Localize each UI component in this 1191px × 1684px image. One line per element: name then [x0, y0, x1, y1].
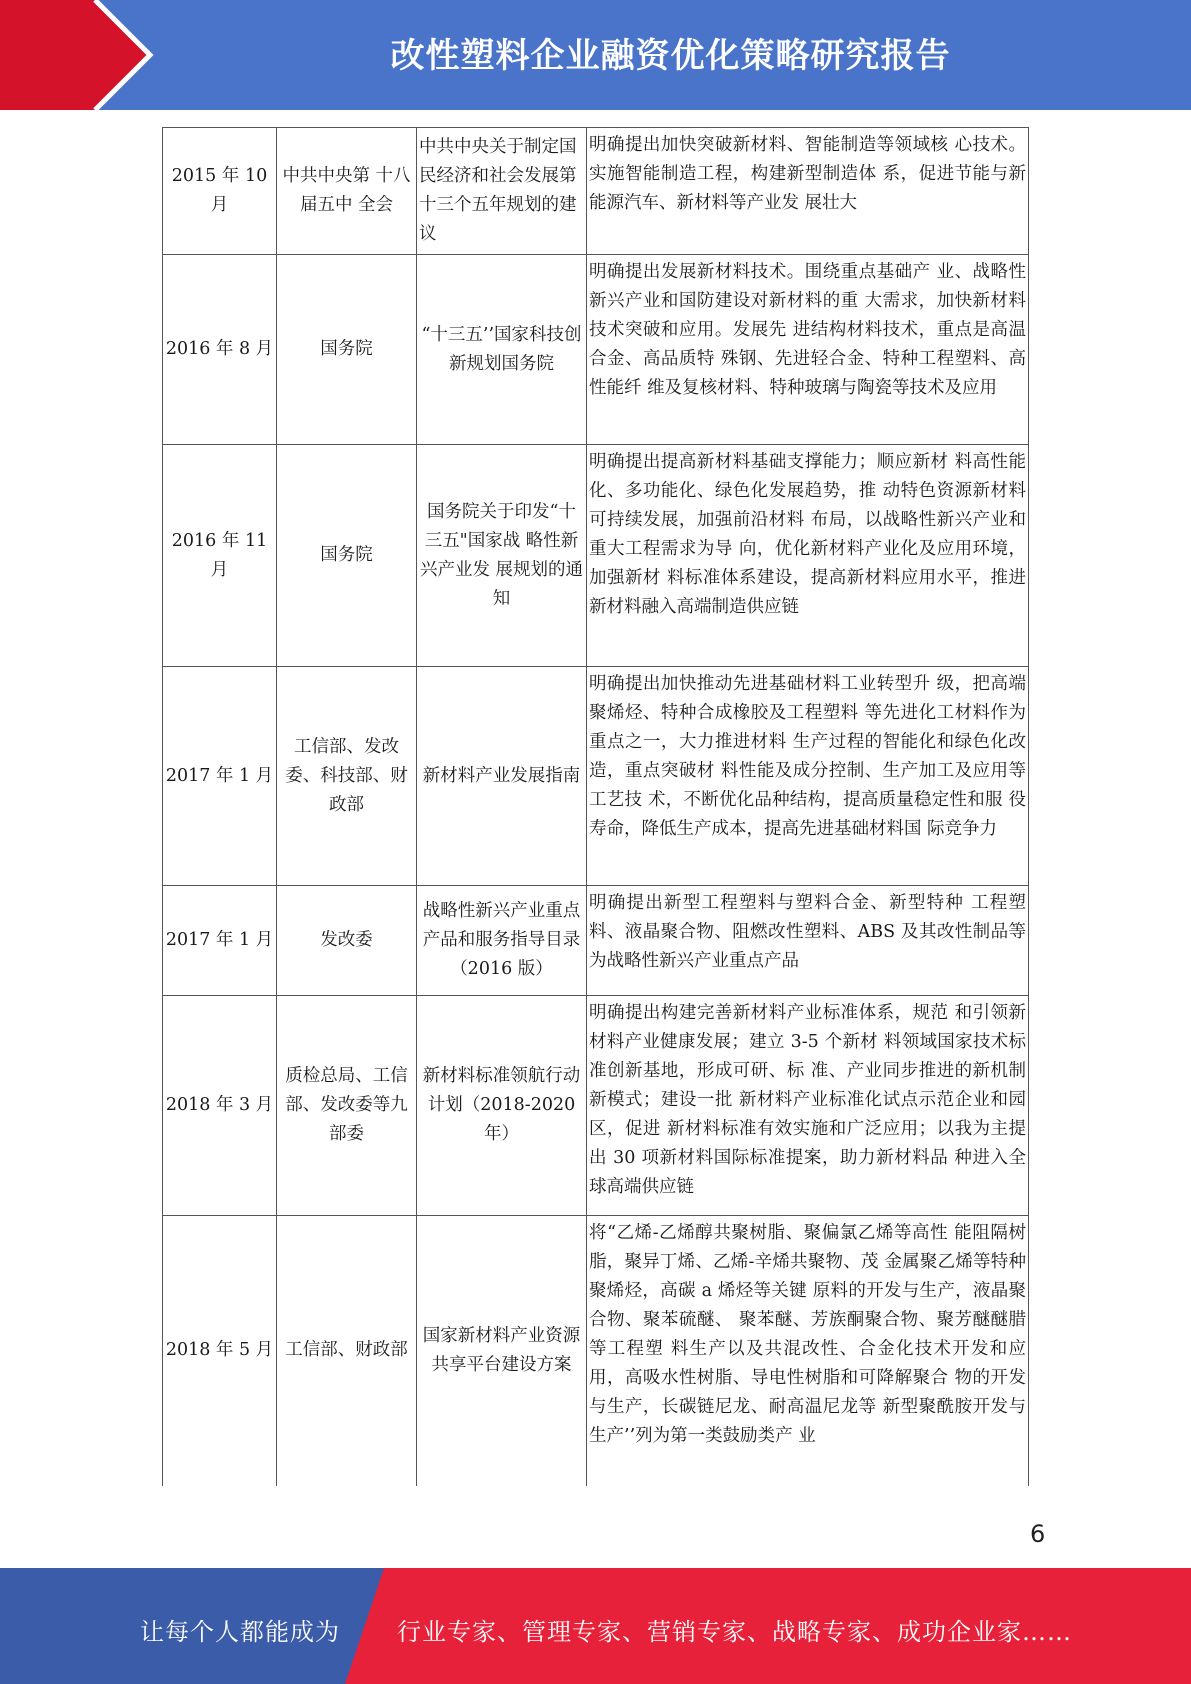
policy-cell: 新材料标准领航行动计划（2018-2020 年）: [417, 996, 587, 1216]
content-cell: 将“乙烯-乙烯醇共聚树脂、聚偏氯乙烯等高性 能阻隔树脂，聚异丁烯、乙烯-辛烯共聚物、茂 金属聚乙烯等特种聚烯烃，高碳 a 烯烃等关键 原料的开发与生产，液晶聚合物、聚苯硫醚、 聚苯醚、芳族酮聚合物、聚芳醚醚腊等工程塑 料生产以及共混改性、合金化技术开发和应 用，高吸水性树脂、导电性树脂和可降解聚合 物的开发与生产，长碳链尼龙、耐高温尼龙等 新型聚酰胺开发与生产’’列为第一类鼓励类产 业: [587, 1216, 1029, 1486]
header-arrow-graphic: [0, 0, 160, 110]
page-header: [0, 0, 1191, 110]
table-row: [163, 128, 1029, 255]
table-row: [163, 1216, 1029, 1486]
org-cell: 国务院: [277, 445, 417, 667]
date-cell: 2018 年 3 月: [163, 996, 277, 1216]
content-cell: 明确提出发展新材料技术。围绕重点基础产 业、战略性新兴产业和国防建设对新材料的重 大需求，加快新材料技术突破和应用。发展先 进结构材料技术，重点是高温合金、高品质特 殊钢、先进轻合金、特种工程塑料、高性能纤 维及复核材料、特种玻璃与陶瓷等技术及应用: [587, 255, 1029, 445]
content-cell: 明确提出提高新材料基础支撑能力；顺应新材 料高性能化、多功能化、绿色化发展趋势，推 动特色资源新材料可持续发展，加强前沿材料 布局，以战略性新兴产业和重大工程需求为导 向，优化新材料产业化及应用环境，加强新材 料标准体系建设，提高新材料应用水平，推进 新材料融入高端制造供应链: [587, 445, 1029, 667]
org-cell: 中共中央第 十八届五中 全会: [277, 128, 417, 255]
policy-table: [162, 127, 1028, 1486]
content-cell: 明确提出构建完善新材料产业标准体系，规范 和引领新材料产业健康发展；建立 3-5 个新材 料领域国家技术标准创新基地，形成可研、标 准、产业同步推进的新机制新模式；建设一批 新材料产业标准化试点示范企业和园区，促进 新材料标准有效实施和广泛应用；以我为主提 出 30 项新材料国际标准提案，助力新材料品 种进入全球高端供应链: [587, 996, 1029, 1216]
table-row: [163, 996, 1029, 1216]
footer-slogan-right: 行业专家、管理专家、营销专家、战略专家、成功企业家……: [397, 1618, 1072, 1646]
policy-cell: “十三五’’国家科技创新规划国务院: [417, 255, 587, 445]
content-cell: 明确提出加快推动先进基础材料工业转型升 级，把高端聚烯烃、特种合成橡胶及工程塑料 等先进化工材料作为重点之一，大力推进材料 生产过程的智能化和绿色化改造，重点突破材 料性能及成分控制、生产加工及应用等工艺技 术，不断优化品种结构，提高质量稳定性和服 役寿命，降低生产成本，提高先进基础材料国 际竞争力: [587, 667, 1029, 886]
org-cell: 工信部、发改委、科技部、财政部: [277, 667, 417, 886]
org-cell: 发改委: [277, 886, 417, 996]
content-cell: 明确提出新型工程塑料与塑料合金、新型特种 工程塑料、液晶聚合物、阻燃改性塑料、ABS 及其改性制品等为战略性新兴产业重点产品: [587, 886, 1029, 996]
policy-cell: 国家新材料产业资源共享平台建设方案: [417, 1216, 587, 1486]
report-title: 改性塑料企业融资优化策略研究报告: [390, 36, 951, 76]
date-cell: 2017 年 1 月: [163, 886, 277, 996]
policy-cell: 国务院关于印发“十三五"国家战 略性新兴产业发 展规划的通知: [417, 445, 587, 667]
policy-cell: 新材料产业发展指南: [417, 667, 587, 886]
page-footer: [0, 1568, 1191, 1684]
date-cell: 2017 年 1 月: [163, 667, 277, 886]
date-cell: 2016 年 11 月: [163, 445, 277, 667]
table-row: [163, 255, 1029, 445]
table-row: [163, 886, 1029, 996]
org-cell: 国务院: [277, 255, 417, 445]
date-cell: 2016 年 8 月: [163, 255, 277, 445]
date-cell: 2018 年 5 月: [163, 1216, 277, 1486]
org-cell: 工信部、财政部: [277, 1216, 417, 1486]
page-number: 6: [1030, 1520, 1046, 1548]
org-cell: 质检总局、工信部、发改委等九部委: [277, 996, 417, 1216]
date-cell: 2015 年 10 月: [163, 128, 277, 255]
content-cell: 明确提出加快突破新材料、智能制造等领域核 心技术。实施智能制造工程，构建新型制造体 系，促进节能与新能源汽车、新材料等产业发 展壮大: [587, 128, 1029, 255]
footer-slogan-left: 让每个人都能成为: [140, 1618, 340, 1646]
table-row: [163, 667, 1029, 886]
policy-cell: 战略性新兴产业重点产品和服务指导目录（2016 版）: [417, 886, 587, 996]
policy-cell: 中共中央关于制定国民经济和社会发展第十三个五年规划的建议: [417, 128, 587, 255]
table-row: [163, 445, 1029, 667]
